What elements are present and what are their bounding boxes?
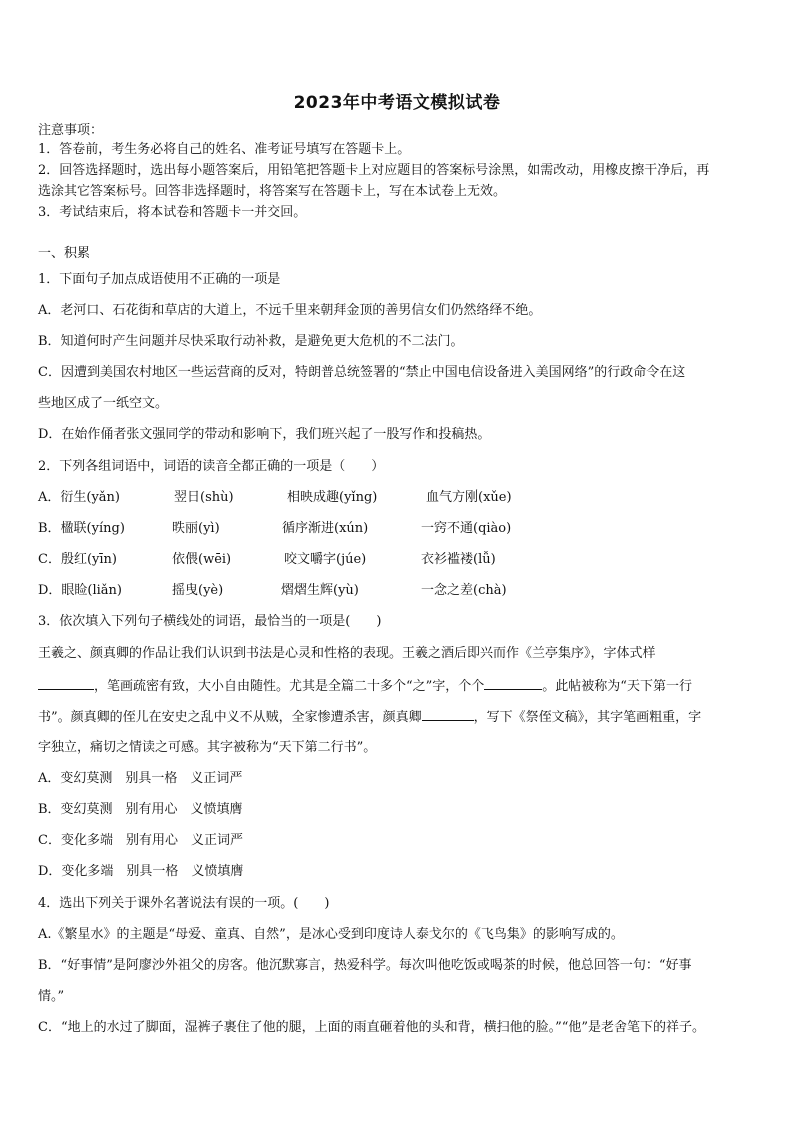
q2-d-word-1: D．眼睑(liǎn) — [38, 583, 123, 598]
q2-a-word-4: 血气方刚(xǔe) — [426, 490, 512, 505]
q3-option-c: C．变化多端 别有用心 义正词严 — [38, 833, 243, 848]
q3-passage-text-3a: 书”。颜真卿的侄儿在安史之乱中义不从贼，全家惨遭杀害，颜真卿 — [38, 710, 422, 725]
q2-b-word-2: 昳丽(yì) — [172, 521, 220, 536]
q2-b-word-4: 一窍不通(qiào) — [421, 521, 512, 536]
q3-passage-line-2 — [38, 677, 692, 695]
q2-c-word-2: 依偎(wēi) — [172, 552, 232, 567]
section-heading: 一、积累 — [38, 246, 91, 261]
q2-a-word-1: A．衍生(yǎn) — [38, 490, 120, 505]
q2-stem: 2．下列各组词语中，词语的读音全都正确的一项是（ ） — [38, 459, 385, 474]
q1-option-b: B．知道何时产生问题并尽快采取行动补救，是避免更大危机的不二法门。 — [38, 334, 464, 349]
q1-stem: 1．下面句子加点成语使用不正确的一项是 — [38, 272, 281, 287]
q1-option-a: A．老河口、石花街和草店的大道上，不远千里来朝拜金顶的善男信女们仍然络绎不绝。 — [38, 303, 542, 318]
q2-c-word-3: 咬文嚼字(júe) — [284, 552, 367, 567]
q4-stem: 4．选出下列关于课外名著说法有误的一项。( ) — [38, 896, 330, 911]
fill-blank-2[interactable] — [484, 677, 542, 690]
q3-passage-text-2b: 。此帖被称为“天下第一行 — [542, 679, 692, 694]
q3-passage-text-2a: ，笔画疏密有致，大小自由随性。尤其是全篇二十多个“之”字，个个 — [94, 679, 485, 694]
q4-option-b-cont: 情。” — [38, 989, 65, 1004]
q3-option-b: B．变幻莫测 别有用心 义愤填膺 — [38, 802, 243, 817]
q3-passage-line-4: 字独立，痛切之情读之可感。其字被称为“天下第二行书”。 — [38, 740, 377, 755]
q1-option-c-cont: 些地区成了一纸空文。 — [38, 396, 169, 411]
notice-item-3: 3．考试结束后，将本试卷和答题卡一并交回。 — [38, 205, 307, 220]
fill-blank-3[interactable] — [422, 708, 474, 721]
q2-b-word-1: B．楹联(yíng) — [38, 521, 125, 536]
q1-option-d: D．在始作俑者张文强同学的带动和影响下，我们班兴起了一股写作和投稿热。 — [38, 427, 491, 442]
q4-option-a: A.《繁星水》的主题是“母爱、童真、自然”，是冰心受到印度诗人泰戈尔的《飞鸟集》的影响写成的。 — [38, 927, 624, 942]
q3-stem: 3．依次填入下列句子横线处的词语，最恰当的一项是( ) — [38, 614, 382, 629]
q2-a-word-3: 相映成趣(yǐng) — [287, 490, 378, 505]
q2-a-word-2: 翌日(shù) — [174, 490, 234, 505]
notice-item-2-cont: 选涂其它答案标号。回答非选择题时，将答案写在答题卡上，写在本试卷上无效。 — [38, 184, 507, 199]
q3-option-d: D．变化多端 别具一格 义愤填膺 — [38, 864, 244, 879]
q3-passage-line-1: 王羲之、颜真卿的作品让我们认识到书法是心灵和性格的表现。王羲之酒后即兴而作《兰亭集序》，字体式样 — [38, 646, 656, 661]
q2-d-word-3: 熠熠生辉(yù) — [281, 583, 359, 598]
q2-c-word-4: 衣衫褴褛(lǚ) — [421, 552, 496, 567]
q3-passage-line-3 — [38, 708, 701, 726]
page-title: 2023年中考语文模拟试卷 — [293, 93, 501, 113]
fill-blank-1[interactable] — [38, 677, 94, 690]
notice-heading: 注意事项： — [38, 123, 104, 138]
q3-option-a: A．变幻莫测 别具一格 义正词严 — [38, 771, 243, 786]
notice-item-2: 2．回答选择题时，选出每小题答案后，用铅笔把答题卡上对应题目的答案标号涂黑，如需改动，用橡皮擦干净后，再 — [38, 163, 710, 178]
q2-d-word-2: 摇曳(yè) — [172, 583, 224, 598]
q3-passage-text-3b: ，写下《祭侄文稿》，其字笔画粗重，字 — [473, 710, 702, 725]
notice-item-1: 1．答卷前，考生务必将自己的姓名、准考证号填写在答题卡上。 — [38, 142, 411, 157]
q2-b-word-3: 循序渐进(xún) — [282, 521, 369, 536]
q2-d-word-4: 一念之差(chà) — [421, 583, 507, 598]
q4-option-b: B．“好事情”是阿廖沙外祖父的房客。他沉默寡言，热爱科学。每次叫他吃饭或喝茶的时候，他总回答一句：“好事 — [38, 958, 692, 973]
q1-option-c: C．因遭到美国农村地区一些运营商的反对，特朗普总统签署的“禁止中国电信设备进入美国网络”的行政命令在这 — [38, 365, 686, 380]
q2-c-word-1: C．殷红(yīn) — [38, 552, 117, 567]
q4-option-c: C．“地上的水过了脚面，湿裤子裹住了他的腿，上面的雨直砸着他的头和背，横扫他的脸。”“他”是老舍笔下的祥子。 — [38, 1020, 706, 1035]
